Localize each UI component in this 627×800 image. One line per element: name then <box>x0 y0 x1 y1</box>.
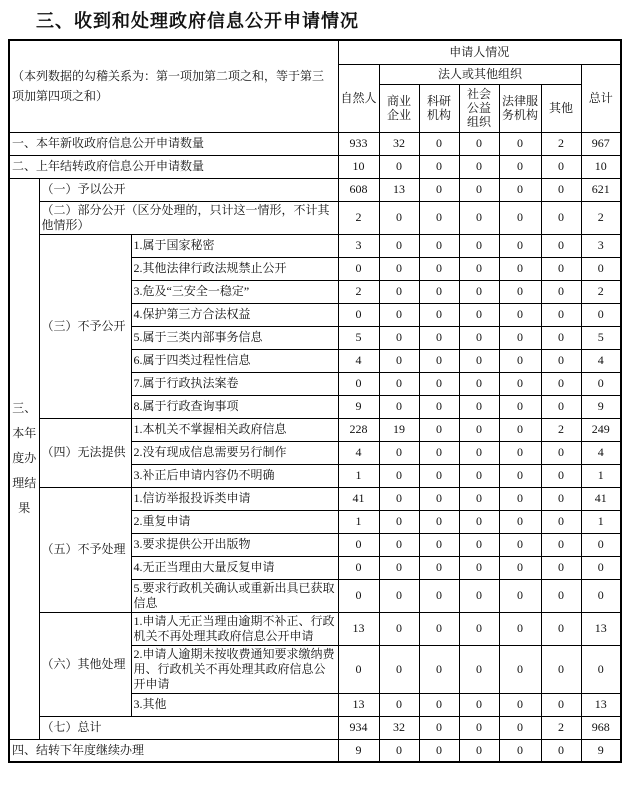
value-cell: 0 <box>419 464 459 487</box>
header-legal-or-other-org: 法人或其他组织 <box>379 64 581 84</box>
value-cell: 41 <box>581 487 621 510</box>
page-title: 三、收到和处理政府信息公开申请情况 <box>36 11 359 31</box>
value-cell: 0 <box>419 510 459 533</box>
header-research-institution: 科研机构 <box>419 84 459 132</box>
value-cell: 4 <box>581 349 621 372</box>
value-cell: 0 <box>379 155 419 178</box>
value-cell: 0 <box>499 418 541 441</box>
value-cell: 0 <box>419 441 459 464</box>
value-cell: 0 <box>338 579 379 612</box>
row-label: 7.属于行政执法案卷 <box>131 372 338 395</box>
value-cell: 3 <box>338 234 379 257</box>
value-cell: 0 <box>459 326 499 349</box>
value-cell: 3 <box>581 234 621 257</box>
value-cell: 0 <box>459 178 499 201</box>
value-cell: 0 <box>419 201 459 234</box>
value-cell: 0 <box>379 464 419 487</box>
value-cell: 4 <box>338 349 379 372</box>
value-cell: 0 <box>541 349 581 372</box>
value-cell: 0 <box>419 372 459 395</box>
header-applicant-status: 申请人情况 <box>338 40 621 64</box>
value-cell: 934 <box>338 716 379 739</box>
value-cell: 0 <box>581 645 621 693</box>
value-cell: 0 <box>499 303 541 326</box>
value-cell: 0 <box>419 418 459 441</box>
value-cell: 0 <box>419 178 459 201</box>
value-cell: 0 <box>541 510 581 533</box>
value-cell: 9 <box>581 395 621 418</box>
value-cell: 2 <box>581 280 621 303</box>
value-cell: 0 <box>459 303 499 326</box>
table-note: （本列数据的勾稽关系为：第一项加第二项之和，等于第三项加第四项之和） <box>9 40 338 132</box>
row-label: 3.要求提供公开出版物 <box>131 533 338 556</box>
value-cell: 13 <box>338 612 379 645</box>
value-cell: 933 <box>338 132 379 155</box>
value-cell: 0 <box>459 201 499 234</box>
value-cell: 0 <box>419 645 459 693</box>
value-cell: 9 <box>581 739 621 762</box>
value-cell: 0 <box>459 418 499 441</box>
value-cell: 0 <box>419 349 459 372</box>
row-label: 5.属于三类内部事务信息 <box>131 326 338 349</box>
value-cell: 0 <box>499 178 541 201</box>
row-label: 四、结转下年度继续办理 <box>9 739 338 762</box>
value-cell: 0 <box>459 612 499 645</box>
value-cell: 0 <box>541 556 581 579</box>
value-cell: 608 <box>338 178 379 201</box>
value-cell: 0 <box>499 155 541 178</box>
header-other-org: 其他 <box>541 84 581 132</box>
value-cell: 0 <box>541 739 581 762</box>
value-cell: 2 <box>338 280 379 303</box>
value-cell: 0 <box>379 487 419 510</box>
value-cell: 0 <box>459 510 499 533</box>
value-cell: 0 <box>419 487 459 510</box>
table-row <box>9 716 621 739</box>
value-cell: 0 <box>379 739 419 762</box>
table-row <box>9 234 621 257</box>
value-cell: 967 <box>581 132 621 155</box>
header-natural-person: 自然人 <box>338 64 379 132</box>
value-cell: 0 <box>541 395 581 418</box>
value-cell: 0 <box>459 349 499 372</box>
value-cell: 0 <box>541 234 581 257</box>
table-row <box>9 132 621 155</box>
value-cell: 2 <box>338 201 379 234</box>
value-cell: 0 <box>499 326 541 349</box>
value-cell: 0 <box>459 132 499 155</box>
table-row <box>9 201 621 234</box>
value-cell: 0 <box>379 645 419 693</box>
value-cell: 0 <box>541 441 581 464</box>
value-cell: 0 <box>541 645 581 693</box>
row-label: 5.要求行政机关确认或重新出具已获取信息 <box>131 579 338 612</box>
value-cell: 0 <box>419 693 459 716</box>
value-cell: 0 <box>499 132 541 155</box>
value-cell: 0 <box>379 257 419 280</box>
value-cell: 0 <box>379 326 419 349</box>
group-label-other-handling: （六）其他处理 <box>39 612 131 716</box>
row-label: 1.申请人无正当理由逾期不补正、行政机关不再处理其政府信息公开申请 <box>131 612 338 645</box>
value-cell: 0 <box>459 693 499 716</box>
table-row <box>9 418 621 441</box>
value-cell: 1 <box>581 464 621 487</box>
table-row <box>9 739 621 762</box>
table-row <box>9 155 621 178</box>
value-cell: 2 <box>541 132 581 155</box>
value-cell: 0 <box>379 372 419 395</box>
value-cell: 0 <box>541 612 581 645</box>
value-cell: 0 <box>541 372 581 395</box>
value-cell: 0 <box>499 533 541 556</box>
value-cell: 0 <box>541 178 581 201</box>
value-cell: 0 <box>379 533 419 556</box>
value-cell: 32 <box>379 716 419 739</box>
value-cell: 4 <box>581 441 621 464</box>
row-label: 2.其他法律行政法规禁止公开 <box>131 257 338 280</box>
row-label: 2.没有现成信息需要另行制作 <box>131 441 338 464</box>
value-cell: 0 <box>419 612 459 645</box>
value-cell: 0 <box>379 441 419 464</box>
table-row <box>9 612 621 645</box>
row-label: （一）予以公开 <box>39 178 338 201</box>
row-label: 二、上年结转政府信息公开申请数量 <box>9 155 338 178</box>
row-label: 1.本机关不掌握相关政府信息 <box>131 418 338 441</box>
value-cell: 2 <box>541 418 581 441</box>
value-cell: 0 <box>419 155 459 178</box>
value-cell: 0 <box>419 716 459 739</box>
value-cell: 0 <box>419 739 459 762</box>
value-cell: 4 <box>338 441 379 464</box>
value-cell: 0 <box>379 395 419 418</box>
row-label: 一、本年新收政府信息公开申请数量 <box>9 132 338 155</box>
value-cell: 0 <box>499 201 541 234</box>
value-cell: 0 <box>459 155 499 178</box>
value-cell: 0 <box>459 533 499 556</box>
value-cell: 0 <box>338 303 379 326</box>
value-cell: 10 <box>581 155 621 178</box>
value-cell: 13 <box>581 612 621 645</box>
value-cell: 0 <box>419 280 459 303</box>
value-cell: 0 <box>459 234 499 257</box>
section-label-annual-results: 三、本年度办理结果 <box>9 178 39 739</box>
value-cell: 0 <box>379 612 419 645</box>
value-cell: 0 <box>459 645 499 693</box>
value-cell: 0 <box>419 326 459 349</box>
value-cell: 0 <box>499 510 541 533</box>
value-cell: 0 <box>499 556 541 579</box>
value-cell: 19 <box>379 418 419 441</box>
value-cell: 0 <box>338 533 379 556</box>
value-cell: 0 <box>499 579 541 612</box>
value-cell: 0 <box>419 132 459 155</box>
value-cell: 0 <box>499 487 541 510</box>
value-cell: 0 <box>541 693 581 716</box>
row-label: 1.信访举报投诉类申请 <box>131 487 338 510</box>
value-cell: 0 <box>379 280 419 303</box>
value-cell: 0 <box>459 464 499 487</box>
value-cell: 0 <box>581 579 621 612</box>
value-cell: 0 <box>379 201 419 234</box>
value-cell: 0 <box>338 372 379 395</box>
value-cell: 0 <box>541 303 581 326</box>
value-cell: 9 <box>338 395 379 418</box>
application-stats-table <box>8 39 622 763</box>
value-cell: 0 <box>541 155 581 178</box>
value-cell: 0 <box>419 533 459 556</box>
value-cell: 0 <box>419 556 459 579</box>
row-label: 3.危及“三安全一稳定” <box>131 280 338 303</box>
group-label-unable-to-provide: （四）无法提供 <box>39 418 131 487</box>
row-label: 6.属于四类过程性信息 <box>131 349 338 372</box>
value-cell: 0 <box>541 487 581 510</box>
value-cell: 0 <box>338 556 379 579</box>
value-cell: 0 <box>581 556 621 579</box>
row-label: 3.补正后申请内容仍不明确 <box>131 464 338 487</box>
value-cell: 0 <box>419 303 459 326</box>
value-cell: 0 <box>499 280 541 303</box>
value-cell: 0 <box>499 234 541 257</box>
header-social-welfare-org: 社会公益组织 <box>459 84 499 132</box>
value-cell: 10 <box>338 155 379 178</box>
value-cell: 968 <box>581 716 621 739</box>
value-cell: 0 <box>499 612 541 645</box>
value-cell: 0 <box>541 533 581 556</box>
value-cell: 0 <box>379 510 419 533</box>
row-label: 2.申请人逾期未按收费通知要求缴纳费用、行政机关不再处理其政府信息公开申请 <box>131 645 338 693</box>
value-cell: 0 <box>379 349 419 372</box>
value-cell: 0 <box>419 257 459 280</box>
row-label: 4.保护第三方合法权益 <box>131 303 338 326</box>
value-cell: 0 <box>499 372 541 395</box>
value-cell: 0 <box>581 303 621 326</box>
value-cell: 0 <box>459 556 499 579</box>
header-legal-service-org: 法律服务机构 <box>499 84 541 132</box>
value-cell: 1 <box>338 510 379 533</box>
value-cell: 0 <box>459 257 499 280</box>
value-cell: 0 <box>379 303 419 326</box>
value-cell: 0 <box>499 645 541 693</box>
value-cell: 0 <box>338 257 379 280</box>
value-cell: 0 <box>541 280 581 303</box>
value-cell: 2 <box>581 201 621 234</box>
row-label: 8.属于行政查询事项 <box>131 395 338 418</box>
value-cell: 0 <box>459 395 499 418</box>
value-cell: 0 <box>499 739 541 762</box>
value-cell: 0 <box>459 579 499 612</box>
value-cell: 0 <box>541 579 581 612</box>
value-cell: 228 <box>338 418 379 441</box>
table-row <box>9 487 621 510</box>
value-cell: 0 <box>581 533 621 556</box>
value-cell: 13 <box>379 178 419 201</box>
value-cell: 32 <box>379 132 419 155</box>
value-cell: 621 <box>581 178 621 201</box>
value-cell: 0 <box>338 645 379 693</box>
value-cell: 0 <box>459 716 499 739</box>
group-label-not-disclosed: （三）不予公开 <box>39 234 131 418</box>
value-cell: 0 <box>541 257 581 280</box>
value-cell: 0 <box>459 441 499 464</box>
row-label: 1.属于国家秘密 <box>131 234 338 257</box>
value-cell: 0 <box>541 201 581 234</box>
row-label: 3.其他 <box>131 693 338 716</box>
value-cell: 9 <box>338 739 379 762</box>
value-cell: 0 <box>581 257 621 280</box>
value-cell: 0 <box>541 464 581 487</box>
value-cell: 0 <box>499 716 541 739</box>
value-cell: 0 <box>379 579 419 612</box>
header-commercial-enterprise: 商业企业 <box>379 84 419 132</box>
value-cell: 13 <box>338 693 379 716</box>
table-row <box>9 178 621 201</box>
value-cell: 5 <box>581 326 621 349</box>
value-cell: 0 <box>459 372 499 395</box>
value-cell: 0 <box>499 464 541 487</box>
value-cell: 0 <box>419 234 459 257</box>
header-row-1 <box>9 40 621 64</box>
row-label: （二）部分公开（区分处理的，只计这一情形，不计其他情形） <box>39 201 338 234</box>
value-cell: 0 <box>419 395 459 418</box>
value-cell: 41 <box>338 487 379 510</box>
value-cell: 0 <box>379 693 419 716</box>
value-cell: 0 <box>499 395 541 418</box>
value-cell: 0 <box>499 441 541 464</box>
value-cell: 0 <box>459 280 499 303</box>
value-cell: 0 <box>419 579 459 612</box>
value-cell: 0 <box>379 556 419 579</box>
value-cell: 1 <box>581 510 621 533</box>
value-cell: 0 <box>499 257 541 280</box>
value-cell: 2 <box>541 716 581 739</box>
row-label: （七）总计 <box>39 716 338 739</box>
group-label-not-processed: （五）不予处理 <box>39 487 131 612</box>
value-cell: 0 <box>499 349 541 372</box>
row-label: 4.无正当理由大量反复申请 <box>131 556 338 579</box>
value-cell: 0 <box>459 487 499 510</box>
value-cell: 249 <box>581 418 621 441</box>
row-label: 2.重复申请 <box>131 510 338 533</box>
value-cell: 13 <box>581 693 621 716</box>
value-cell: 0 <box>459 739 499 762</box>
value-cell: 0 <box>541 326 581 349</box>
value-cell: 5 <box>338 326 379 349</box>
value-cell: 0 <box>581 372 621 395</box>
value-cell: 1 <box>338 464 379 487</box>
header-total: 总计 <box>581 64 621 132</box>
value-cell: 0 <box>379 234 419 257</box>
value-cell: 0 <box>499 693 541 716</box>
